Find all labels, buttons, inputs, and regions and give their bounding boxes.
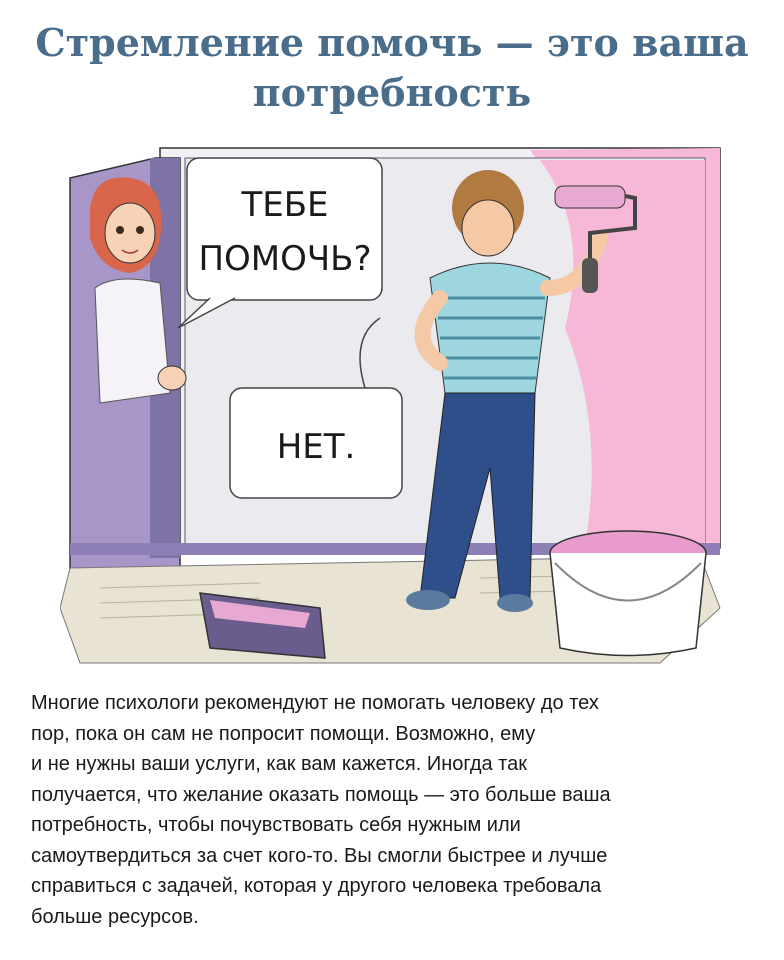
paragraph-line-2: пор, пока он сам не попросит помощи. Возможно, ему [31, 722, 536, 745]
paragraph-line-6: самоутвердиться за счет кого-то. Вы смогли быстрее и лучше [31, 844, 608, 867]
title-line-2: потребность [252, 70, 532, 115]
paragraph-line-3: и не нужны ваши услуги, как вам кажется. Иногда так [31, 753, 527, 775]
speech-bubble-answer [230, 388, 402, 498]
paragraph-line-8: больше ресурсов. [31, 905, 199, 928]
page-title [0, 18, 784, 118]
article-paragraph [31, 688, 751, 932]
title-line-1: Стремление помочь — это ваша [35, 20, 749, 65]
paint-bucket [550, 531, 706, 656]
paragraph-line-1: Многие психологи рекомендуют не помогать человеку до тех [31, 692, 599, 714]
bubble-question-line1: ТЕБЕ [241, 185, 329, 225]
paragraph-line-4: получается, что желание оказать помощь — это больше ваша [31, 783, 611, 806]
bubble-answer: НЕТ. [276, 427, 356, 467]
illustration [60, 138, 730, 668]
paragraph-line-5: потребность, чтобы почувствовать себя нужным или [31, 814, 521, 836]
bubble-question-line2: ПОМОЧЬ? [198, 239, 372, 279]
paragraph-line-7: справиться с задачей, которая у другого человека требовала [31, 875, 602, 897]
